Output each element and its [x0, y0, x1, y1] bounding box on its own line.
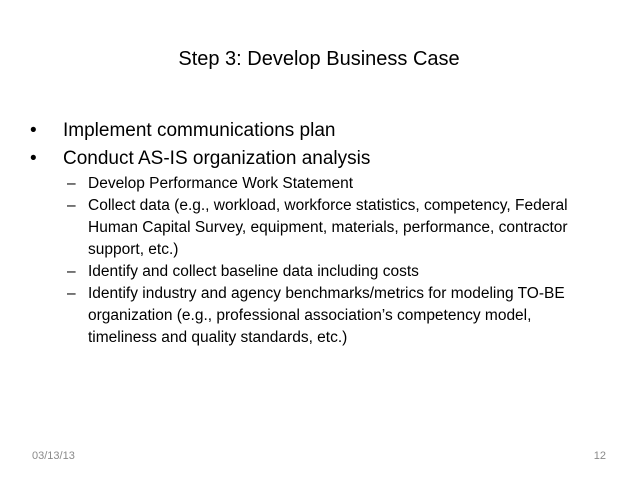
sub-bullet-item [63, 261, 620, 283]
bullet-list [30, 118, 620, 352]
sub-bullet-marker: – [67, 285, 76, 302]
sub-bullet-item [63, 283, 620, 349]
slide-title: Step 3: Develop Business Case [178, 48, 460, 70]
footer-date: 03/13/13 [32, 450, 75, 462]
sub-bullet-marker: – [67, 175, 76, 192]
bullet-marker: • [30, 120, 37, 141]
bullet-text: Conduct AS-IS organization analysis [63, 148, 371, 169]
bullet-text: Implement communications plan [63, 120, 336, 141]
bullet-marker: • [30, 148, 37, 169]
sub-bullet-marker: – [67, 263, 76, 280]
sub-bullet-list [63, 173, 620, 349]
sub-bullet-text: Identify and collect baseline data including costs [88, 263, 419, 280]
bullet-item [30, 118, 620, 143]
footer-page-number: 12 [593, 450, 606, 462]
sub-bullet-item [63, 173, 620, 195]
sub-bullet-text: Identify industry and agency benchmarks/metrics for modeling TO-BE organization (e.g., professional association’s competency model, timeliness and quality standards, etc.) [88, 285, 565, 346]
sub-bullet-text: Collect data (e.g., workload, workforce statistics, competency, Federal Human Capital Survey, equipment, materials, performance, contractor support, etc.) [88, 197, 568, 258]
sub-bullet-marker: – [67, 197, 76, 214]
sub-bullet-text: Develop Performance Work Statement [88, 175, 354, 192]
bullet-item [30, 146, 620, 349]
sub-bullet-item [63, 195, 620, 261]
